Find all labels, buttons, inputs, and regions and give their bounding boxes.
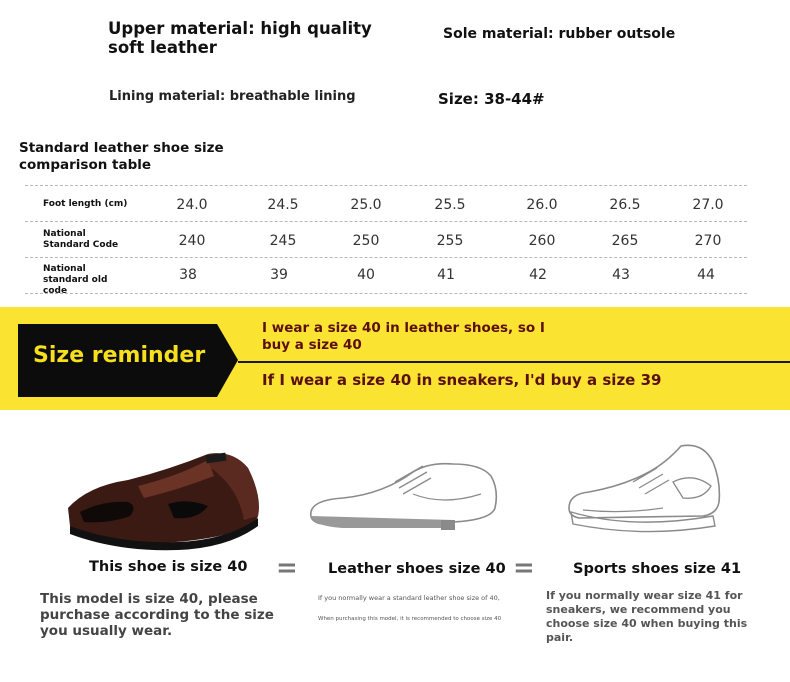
- lining-material-text: Lining material: breathable lining: [109, 89, 356, 104]
- table-cell: 26.5: [609, 197, 641, 213]
- reminder-leather-text: I wear a size 40 in leather shoes, so I buy a size 40: [262, 320, 545, 353]
- table-cell: 40: [357, 267, 375, 283]
- leather-size-note: If you normally wear a standard leather shoe size of 40,: [318, 594, 500, 602]
- table-cell: 255: [436, 233, 464, 249]
- table-cell: 25.5: [434, 197, 466, 213]
- table-cell: 260: [528, 233, 556, 249]
- table-cell: 245: [269, 233, 297, 249]
- table-cell: 270: [694, 233, 722, 249]
- equals-sign: =: [276, 553, 298, 583]
- table-row: [25, 259, 747, 295]
- sneaker-caption: Sports shoes size 41: [573, 561, 742, 577]
- size-table-title: Standard leather shoe size comparison table: [19, 140, 224, 173]
- table-cell: 39: [270, 267, 288, 283]
- table-cell: 38: [179, 267, 197, 283]
- table-cell: 250: [352, 233, 380, 249]
- table-divider: [25, 185, 747, 186]
- table-cell: 27.0: [692, 197, 724, 213]
- table-cell: 24.5: [267, 197, 299, 213]
- sole-material-text: Sole material: rubber outsole: [443, 26, 676, 42]
- table-cell: 24.0: [176, 197, 208, 213]
- table-cell: 43: [612, 267, 630, 283]
- size-range-text: Size: 38-44#: [438, 90, 545, 108]
- leather-shoe-outline-icon: [303, 454, 503, 534]
- reminder-sneaker-text: If I wear a size 40 in sneakers, I'd buy a size 39: [262, 371, 662, 389]
- table-cell: 41: [437, 267, 455, 283]
- product-caption: This shoe is size 40: [89, 559, 248, 575]
- leather-shoe-caption: Leather shoes size 40: [328, 561, 506, 577]
- size-reminder-title: Size reminder: [33, 343, 206, 368]
- table-row: [25, 223, 747, 259]
- table-row: [25, 187, 747, 223]
- row-label: National standard old code: [43, 264, 108, 296]
- table-divider: [25, 257, 747, 258]
- table-cell: 240: [178, 233, 206, 249]
- table-cell: 25.0: [350, 197, 382, 213]
- upper-material-text: Upper material: high quality soft leather: [108, 19, 372, 57]
- equals-sign: =: [513, 553, 535, 583]
- sneaker-size-note: If you normally wear size 41 for sneakers, we recommend you choose size 40 when buying this pair.: [546, 589, 748, 644]
- table-cell: 44: [697, 267, 715, 283]
- table-cell: 265: [611, 233, 639, 249]
- table-cell: 42: [529, 267, 547, 283]
- brown-sandal-image: [58, 446, 268, 554]
- table-divider: [25, 293, 747, 294]
- row-label: National Standard Code: [43, 229, 119, 250]
- table-divider: [25, 221, 747, 222]
- leather-size-note: When purchasing this model, it is recommended to choose size 40: [318, 616, 502, 622]
- table-cell: 26.0: [526, 197, 558, 213]
- banner-divider: [238, 361, 790, 363]
- product-size-note: This model is size 40, please purchase according to the size you usually wear.: [40, 591, 274, 639]
- row-label: Foot length (cm): [43, 199, 128, 209]
- sneaker-outline-icon: [563, 442, 727, 534]
